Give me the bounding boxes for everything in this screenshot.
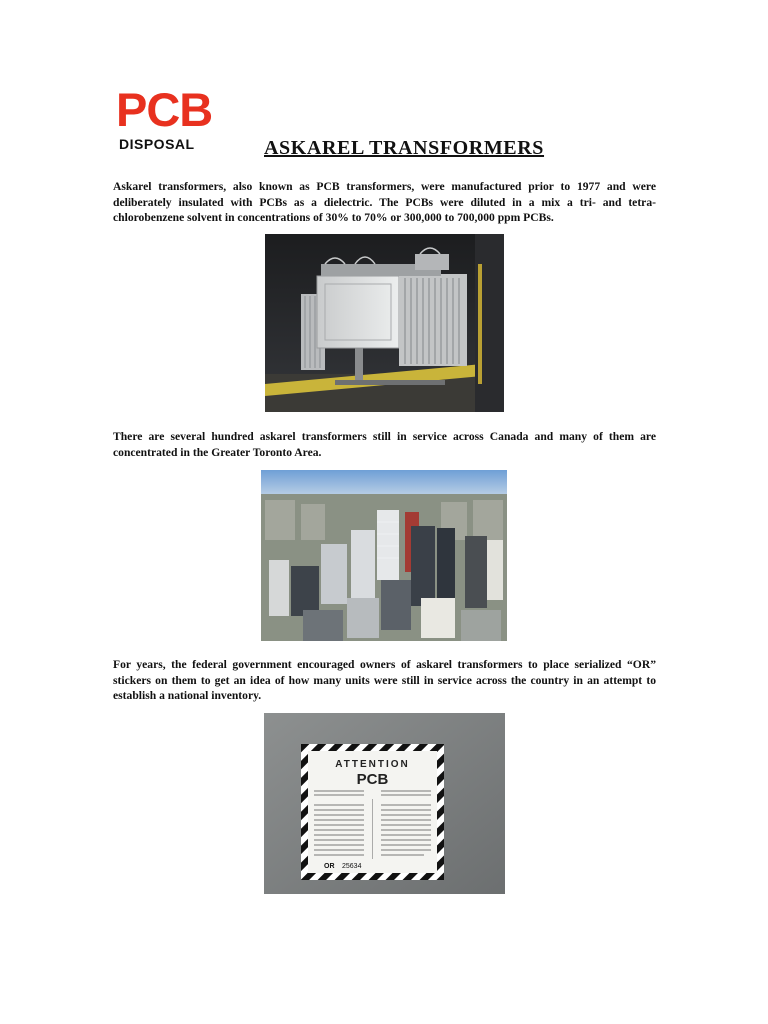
paragraph-intro: Askarel transformers, also known as PCB transformers, were manufactured prior to 1977 and were deliberately insulated with PCBs as a dielectric. The PCBs were diluted in a mix a tri- and tetra-chlorobenzene solvent in concentrations of 30% to 70% or 300,000 to 700,000 ppm PCBs. (113, 180, 656, 224)
attention-pcb-sticker-photo (264, 713, 505, 894)
page-title: ASKAREL TRANSFORMERS (264, 137, 545, 159)
logo-disposal-text: DISPOSAL (119, 136, 195, 152)
sticker-serial-prefix: OR (324, 863, 335, 870)
paragraph-canada: There are several hundred askarel transformers still in service across Canada and many of them are concentrated in the Greater Toronto Area. (113, 430, 656, 459)
logo-pcb-text: PCB (116, 83, 213, 136)
sticker-serial-number: 25634 (342, 863, 362, 870)
paragraph-inventory: For years, the federal government encouraged owners of askarel transformers to place serialized “OR” stickers on them to get an idea of how many units were still in service across the country in an attempt to establish a national inventory. (113, 658, 656, 702)
pcb-disposal-logo (116, 83, 216, 156)
transformer-photo (265, 234, 504, 412)
sticker-heading: ATTENTION (335, 759, 410, 770)
toronto-skyline-photo (261, 470, 507, 641)
sticker-label: PCB (356, 771, 389, 788)
